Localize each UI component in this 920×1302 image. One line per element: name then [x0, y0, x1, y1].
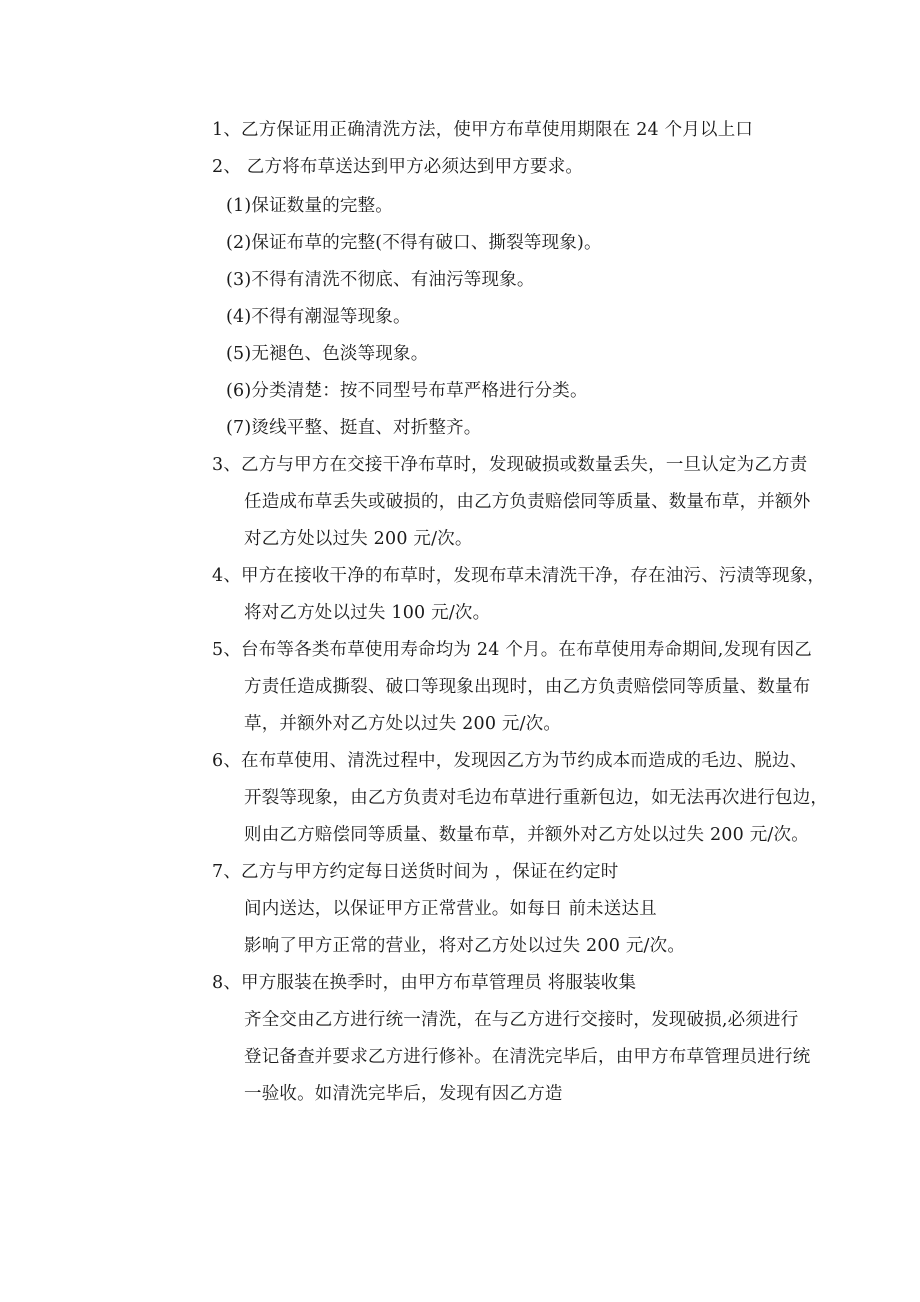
clause-7-line-3: 影响了甲方正常的营业，将对乙方处以过失 200 元/次。 [244, 936, 686, 956]
clause-3-line-2: 任造成布草丢失或破损的，由乙方负责赔偿同等质量、数量布草，并额外 [244, 492, 811, 512]
clause-3-line-1: 3、乙方与甲方在交接干净布草时，发现破损或数量丢失，一旦认定为乙方责 [212, 455, 808, 475]
clause-2: 2、 乙方将布草送达到甲方必须达到甲方要求。 [212, 157, 584, 177]
clause-7-line-2: 间内送达，以保证甲方正常营业。如每日 前未送达且 [244, 899, 657, 919]
clause-2-item-2: (2)保证布草的完整(不得有破口、撕裂等现象)。 [226, 233, 602, 253]
clause-8-line-2: 齐全交由乙方进行统一清洗，在与乙方进行交接时，发现破损,必须进行 [244, 1010, 799, 1030]
clause-2-item-3: (3)不得有清洗不彻底、有油污等现象。 [226, 270, 535, 290]
clause-8-line-4: 一验收。如清洗完毕后，发现有因乙方造 [244, 1084, 563, 1104]
clause-6-line-3: 则由乙方赔偿同等质量、数量布草，并额外对乙方处以过失 200 元/次。 [244, 825, 809, 845]
clause-2-item-6: (6)分类清楚：按不同型号布草严格进行分类。 [226, 381, 588, 401]
clause-6-line-1: 6、在布草使用、清洗过程中，发现因乙方为节约成本而造成的毛边、脱边、 [212, 751, 808, 771]
clause-5-line-1: 5、台布等各类布草使用寿命均为 24 个月。在布草使用寿命期间,发现有因乙 [212, 640, 812, 660]
clause-2-item-7: (7)烫线平整、挺直、对折整齐。 [226, 418, 482, 438]
clause-8-line-1: 8、甲方服装在换季时，由甲方布草管理员 将服装收集 [212, 973, 637, 993]
clause-8-line-3: 登记备查并要求乙方进行修补。在清洗完毕后，由甲方布草管理员进行统 [244, 1047, 811, 1067]
clause-5-line-3: 草，并额外对乙方处以过失 200 元/次。 [244, 714, 562, 734]
clause-1: 1、乙方保证用正确清洗方法，使甲方布草使用期限在 24 个月以上口 [212, 120, 754, 140]
clause-2-item-1: (1)保证数量的完整。 [226, 196, 393, 216]
clause-4-line-1: 4、甲方在接收干净的布草时，发现布草未清洗干净，存在油污、污渍等现象， [212, 566, 826, 586]
clause-2-item-5: (5)无褪色、色淡等现象。 [226, 344, 429, 364]
clause-6-line-2: 开裂等现象，由乙方负责对毛边布草进行重新包边，如无法再次进行包边， [244, 788, 829, 808]
clause-2-item-4: (4)不得有潮湿等现象。 [226, 307, 411, 327]
clause-5-line-2: 方责任造成撕裂、破口等现象出现时，由乙方负责赔偿同等质量、数量布 [244, 677, 811, 697]
clause-7-line-1: 7、乙方与甲方约定每日送货时间为 ，保证在约定时 [212, 862, 619, 882]
clause-4-line-2: 将对乙方处以过失 100 元/次。 [244, 603, 491, 623]
clause-3-line-3: 对乙方处以过失 200 元/次。 [244, 529, 473, 549]
